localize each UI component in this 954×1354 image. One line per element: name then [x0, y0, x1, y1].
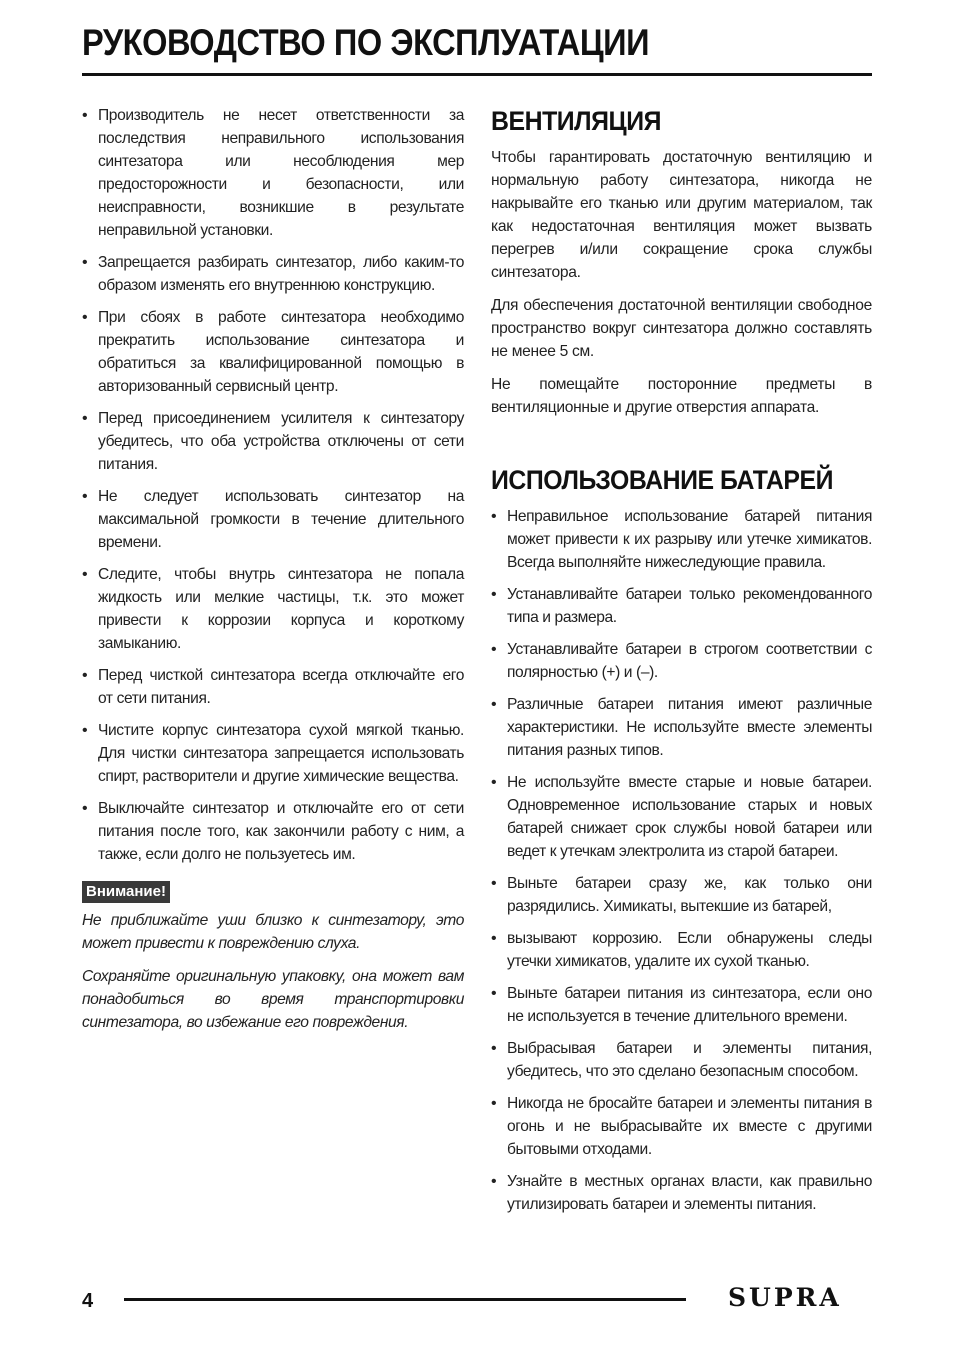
list-item: • Выньте батареи питания из синтезатора, если оно не используется в течение длительного времени.	[491, 982, 872, 1028]
ventilation-paragraph: Чтобы гарантировать достаточную вентиляцию и нормальную работу синтезатора, никогда не накрывайте его тканью или другим материалом, так как недостаточная вентиляция может вызвать перегрев и/или сокращение срока службы синтезатора.	[491, 149, 872, 281]
brand-logo: SUPRA	[728, 1283, 842, 1312]
left-column	[82, 104, 464, 1044]
page-number: 4	[82, 1290, 94, 1312]
warning-note: Сохраняйте оригинальную упаковку, она может вам понадобиться во время транспортировки синтезатора, во избежание его повреждения.	[82, 968, 464, 1031]
list-item: • Чистите корпус синтезатора сухой мягкой тканью. Для чистки синтезатора запрещается использовать спирт, растворители и другие химические вещества.	[82, 719, 464, 788]
list-item: • Перед чисткой синтезатора всегда отключайте его от сети питания.	[82, 664, 464, 710]
list-item: • Не следует использовать синтезатор на максимальной громкости в течение длительного времени.	[82, 485, 464, 554]
list-item: • Выключайте синтезатор и отключайте его от сети питания после того, как закончили работу с ним, а также, если долго не пользуетесь им.	[82, 797, 464, 866]
ventilation-heading: ВЕНТИЛЯЦИЯ	[491, 106, 662, 136]
list-item: • Выньте батареи сразу же, как только они разрядились. Химикаты, вытекшие из батарей,	[491, 872, 872, 918]
title-divider	[82, 73, 872, 76]
ventilation-paragraph: Для обеспечения достаточной вентиляции свободное пространство вокруг синтезатора должно составлять не менее 5 см.	[491, 297, 872, 360]
list-item: • Узнайте в местных органах власти, как правильно утилизировать батареи и элементы питания.	[491, 1170, 872, 1216]
list-item: • вызывают коррозию. Если обнаружены следы утечки химикатов, удалите их сухой тканью.	[491, 927, 872, 973]
list-item: • Следите, чтобы внутрь синтезатора не попала жидкость или мелкие частицы, т.к. это может привести к коррозии корпуса и короткому замыканию.	[82, 563, 464, 655]
warning-label: Внимание!	[82, 881, 170, 903]
batteries-heading: ИСПОЛЬЗОВАНИЕ БАТАРЕЙ	[491, 465, 833, 495]
list-item: • Неправильное использование батарей питания может привести к их разрыву или утечке химикатов. Всегда выполняйте нижеследующие правила.	[491, 505, 872, 574]
batteries-list	[491, 505, 872, 1216]
warning-note: Не приближайте уши близко к синтезатору, это может привести к повреждению слуха.	[82, 912, 464, 952]
list-item: • При сбоях в работе синтезатора необходимо прекратить использование синтезатора и обратиться за квалифицированной помощью в авторизованный сервисный центр.	[82, 306, 464, 398]
footer-divider	[124, 1298, 686, 1301]
list-item: • Никогда не бросайте батареи и элементы питания в огонь и не выбрасывайте их вместе с другими бытовыми отходами.	[491, 1092, 872, 1161]
list-item: • Запрещается разбирать синтезатор, либо каким-то образом изменять его внутреннюю конструкцию.	[82, 251, 464, 297]
list-item: • Выбрасывая батареи и элементы питания, убедитесь, что это сделано безопасным способом.	[491, 1037, 872, 1083]
list-item: • Устанавливайте батареи только рекомендованного типа и размера.	[491, 583, 872, 629]
list-item: • Перед присоединением усилителя к синтезатору убедитесь, что оба устройства отключены от сети питания.	[82, 407, 464, 476]
ventilation-paragraph: Не помещайте посторонние предметы в вентиляционные и другие отверстия аппарата.	[491, 376, 872, 416]
right-column	[491, 104, 872, 1225]
safety-list	[82, 104, 464, 866]
list-item: • Не используйте вместе старые и новые батареи. Одновременное использование старых и новых батарей снижает срок службы новой батареи или ведет к утечкам электролита из старой батареи.	[491, 771, 872, 863]
list-item: • Производитель не несет ответственности за последствия неправильного использования синтезатора или несоблюдения мер предосторожности и безопасности, или неисправности, возникшие в результате неправильной установки.	[82, 104, 464, 242]
page-title: РУКОВОДСТВО ПО ЭКСПЛУАТАЦИИ	[82, 22, 650, 63]
list-item: • Устанавливайте батареи в строгом соответствии с полярностью (+) и (–).	[491, 638, 872, 684]
list-item: • Различные батареи питания имеют различные характеристики. Не используйте вместе элементы питания разных типов.	[491, 693, 872, 762]
